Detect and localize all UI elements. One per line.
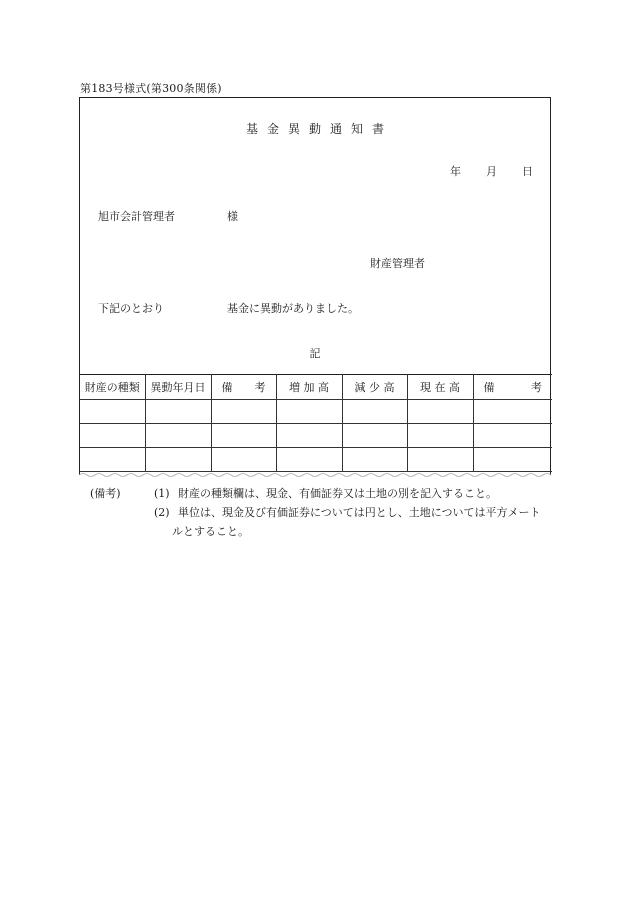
table-cell (211, 424, 276, 448)
form-number-label: 第183号様式(第300条関係) (80, 82, 222, 95)
header-remarks-1 (211, 375, 276, 400)
table-cell (211, 400, 276, 424)
note-text: 財産の種類欄は、現金、有価証券又は土地の別を記入すること。 (178, 487, 497, 500)
header-decrease: 減 少 高 (342, 375, 407, 400)
fund-change-table (80, 374, 552, 472)
table-cell (473, 424, 552, 448)
sender-label: 財産管理者 (370, 257, 425, 270)
table-cell (342, 448, 407, 472)
table-cell (276, 400, 342, 424)
table-cell (473, 400, 552, 424)
header-increase: 増 加 高 (276, 375, 342, 400)
table-row (80, 400, 552, 424)
table-cell (407, 448, 473, 472)
header-property-type: 財産の種類 (80, 375, 145, 400)
note-number: (1) (154, 487, 170, 500)
header-remarks-1-char-b: 考 (254, 381, 266, 394)
table-cell (407, 424, 473, 448)
honorific-label: 様 (227, 210, 238, 223)
notes-section (90, 484, 573, 541)
note-continuation (90, 522, 573, 541)
table-cell (473, 448, 552, 472)
recipient-label: 旭市会計管理者 (98, 210, 175, 223)
table-cell (407, 400, 473, 424)
table-cell (342, 424, 407, 448)
header-remarks-2-char-b: 考 (531, 381, 542, 394)
date-month-label: 月 (486, 165, 497, 178)
notes-label: (備考) (90, 487, 121, 500)
note-text-continued: ルとすること。 (172, 525, 249, 538)
notice-form-frame (79, 97, 551, 475)
header-change-date: 異動年月日 (145, 375, 211, 400)
table-cell (145, 424, 211, 448)
document-title: 基金異動通知書 (245, 122, 393, 136)
header-current: 現 在 高 (407, 375, 473, 400)
ki-heading: 記 (309, 347, 321, 360)
table-cell (80, 448, 145, 472)
note-number: (2) (154, 506, 170, 519)
table-cell (276, 424, 342, 448)
note-item (90, 484, 573, 503)
date-day-label: 日 (522, 165, 533, 178)
table-cell (145, 400, 211, 424)
table-row (80, 448, 552, 472)
note-item (90, 503, 573, 522)
torn-edge-line (79, 471, 551, 479)
note-text: 単位は、現金及び有価証券については円とし、土地については平方メート (178, 506, 541, 519)
message-prefix: 下記のとおり (98, 302, 164, 315)
date-year-label: 年 (450, 165, 461, 178)
header-remarks-1-char-a: 備 (221, 381, 233, 394)
table-cell (276, 448, 342, 472)
table-row (80, 424, 552, 448)
table-header-row (80, 375, 552, 400)
table-cell (342, 400, 407, 424)
table-cell (80, 400, 145, 424)
header-remarks-2-char-a: 備 (483, 381, 495, 394)
table-cell (145, 448, 211, 472)
table-cell (80, 424, 145, 448)
table-cell (211, 448, 276, 472)
message-body: 基金に異動がありました。 (227, 302, 359, 315)
header-remarks-2 (473, 375, 552, 400)
